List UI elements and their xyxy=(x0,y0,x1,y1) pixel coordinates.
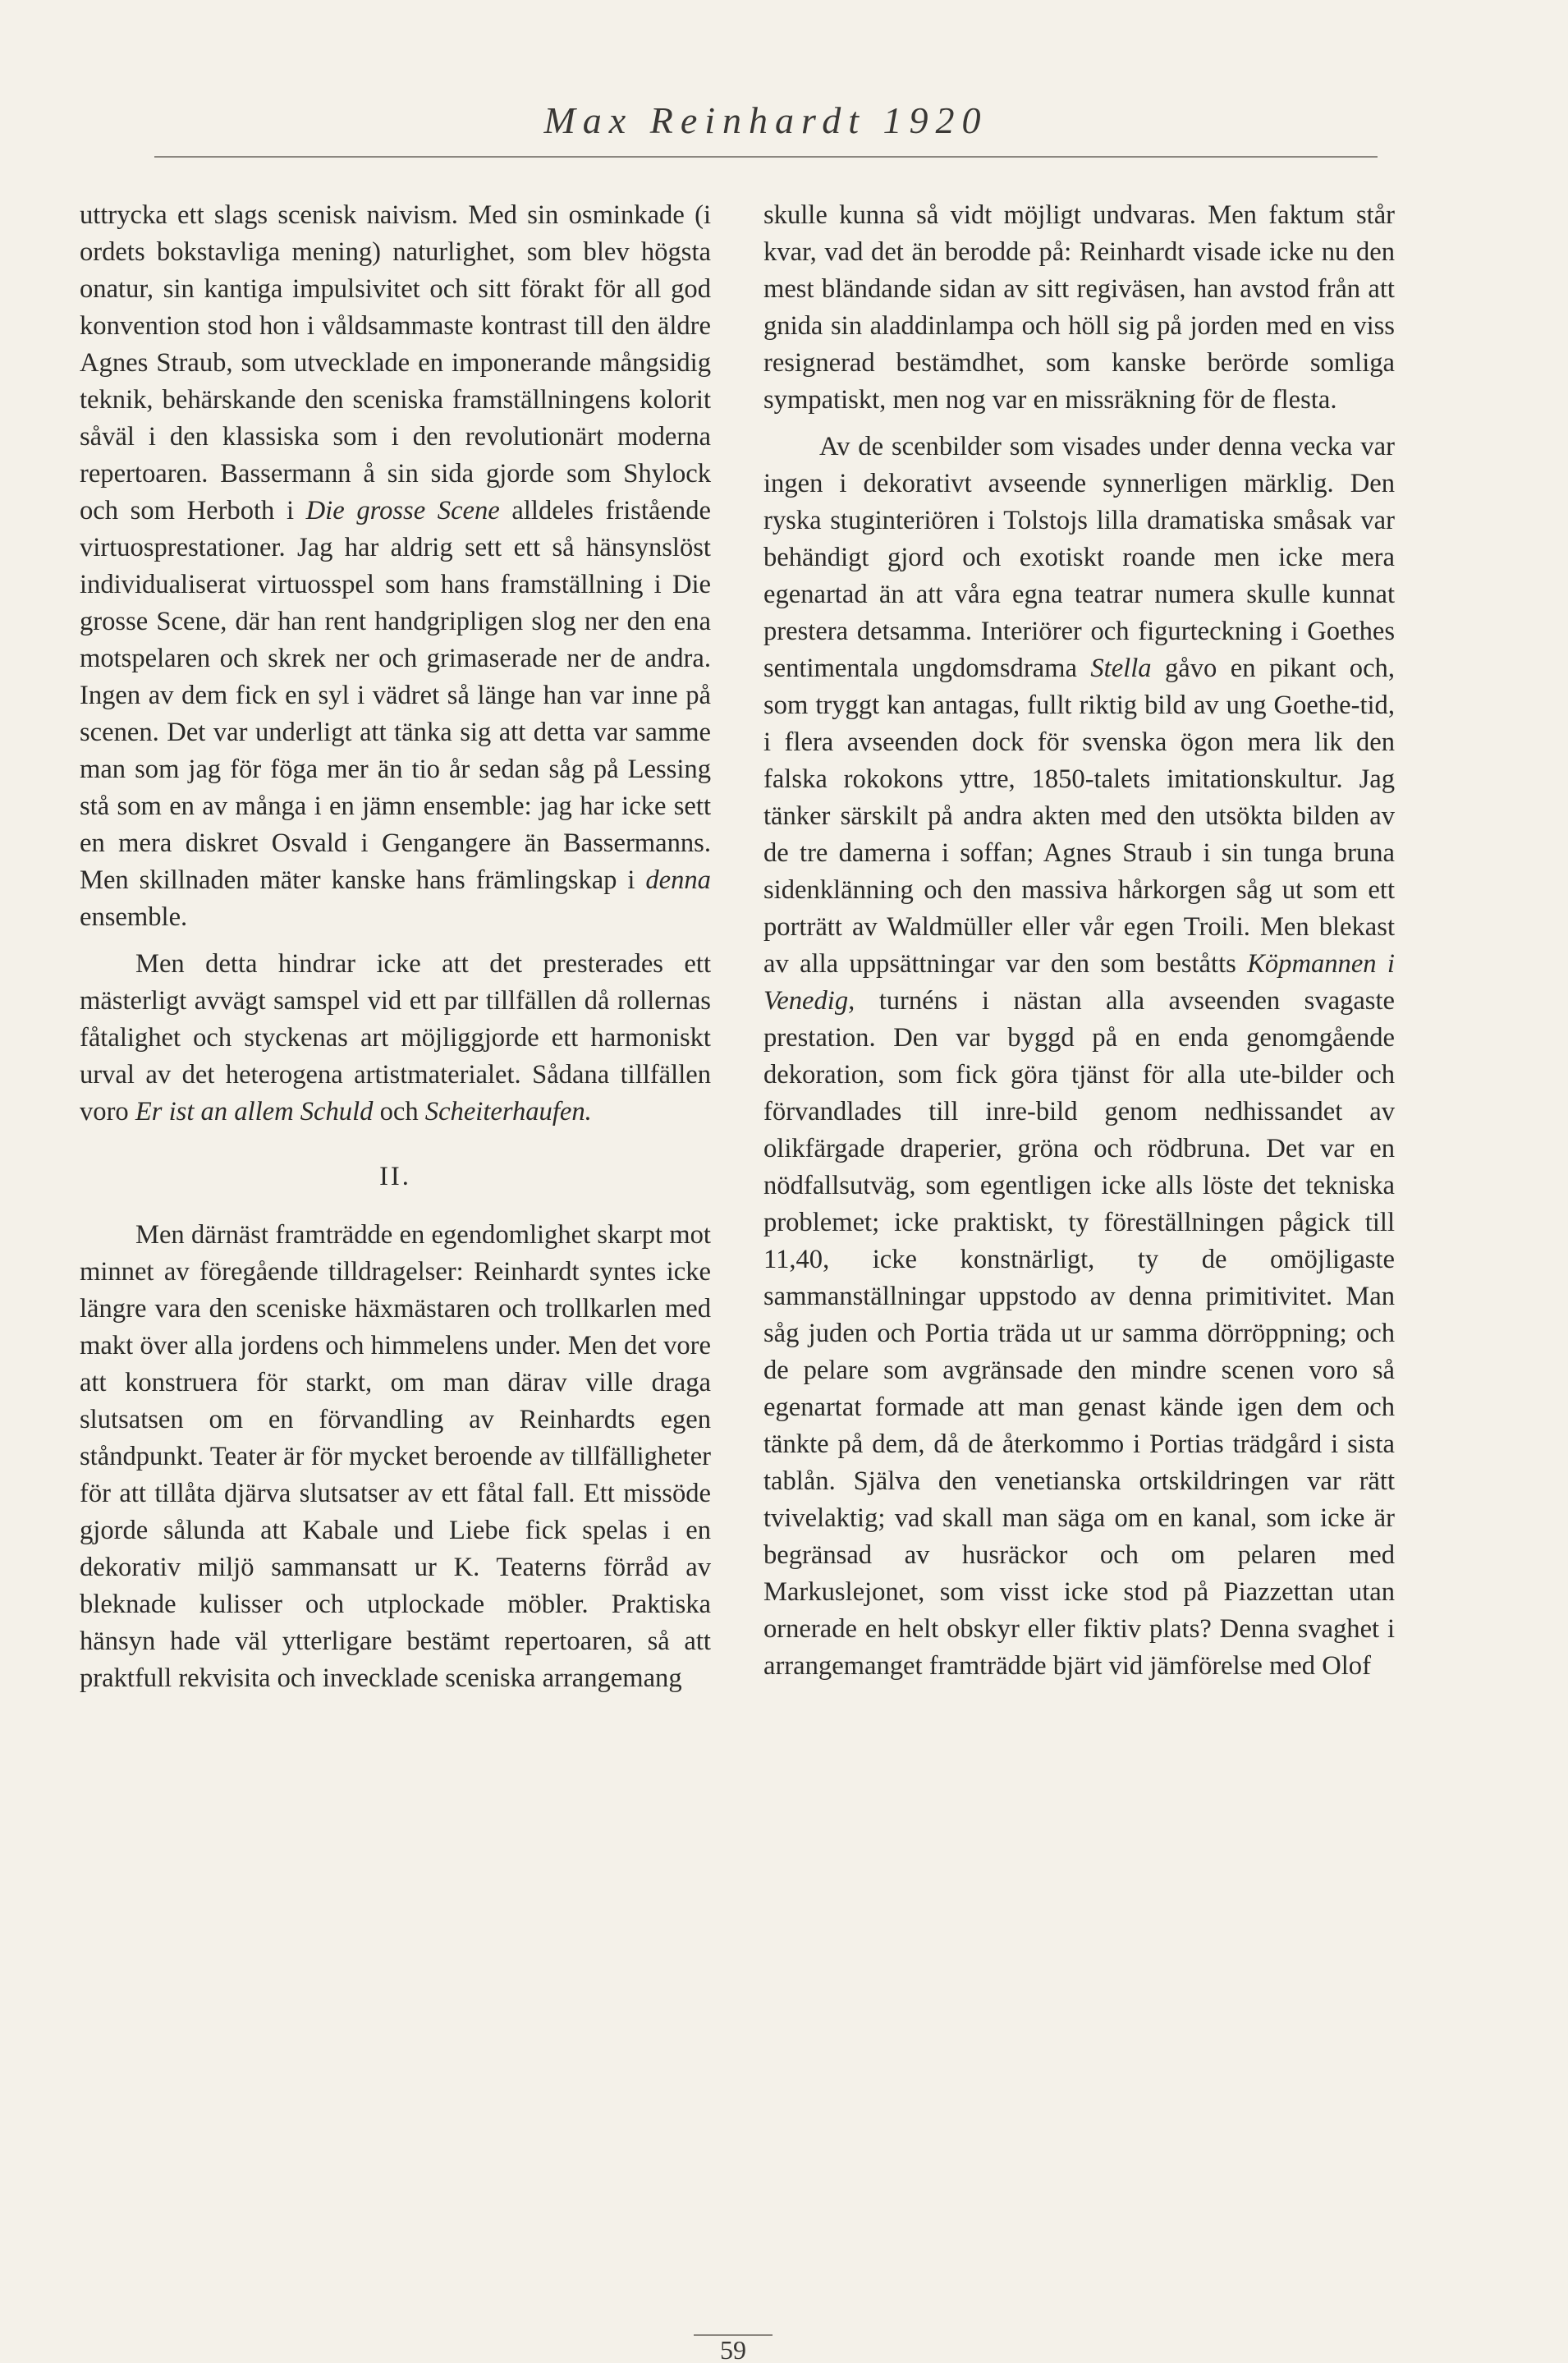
play-title-kopmannen-i-venedig: Köpmannen i Venedig, xyxy=(763,949,1395,1016)
left-paragraph-2 xyxy=(80,946,711,1131)
right-p2-continued: gåvo en pikant och, som tryggt kan antagas, fullt riktig bild av ung Goethe-tid, i flera avseenden dock för svenska ögon mera lik den falska rokokons yttre, 1850-talets imitationskultur. Jag tänker särskilt på andra akten med den utsökta bilden av de tre damerna i soffan; Agnes Straub i sin tunga bruna sidenklänning och den massiva hårkorgen såg ut som ett porträtt av Waldmüller eller vår egen Troili. Men blekast av alla uppsättningar var den som beståtts xyxy=(763,654,1395,979)
section-number: II. xyxy=(379,1162,411,1191)
right-paragraph-1: skulle kunna så vidt möjligt undvaras. Men faktum står kvar, vad det än berodde på: Reinhardt visade icke nu den mest bländande sidan av sitt regiväsen, han avstod från att gnida sin aladdinlampa och höll sig på jorden med en viss resignerad bestämdhet, som kanske berörde somliga sympatiskt, men nog var en missräkning för de flesta. xyxy=(763,200,1395,415)
right-column xyxy=(763,197,1395,1685)
left-p1-end: ensemble. xyxy=(80,902,188,932)
play-title-stella: Stella xyxy=(1090,654,1152,683)
left-p1-continued: alldeles fristående virtuosprestationer. Jag har aldrig sett ett så hänsynslöst individualiserat virtuosspel som hans framställning i Die grosse Scene, där han rent handgripligen slog ner den ena motspelaren och skrek ner och grimaserade ner de andra. Ingen av dem fick en syl i vädret så länge han var inne på scenen. Det var underligt att tänka sig att detta var samme man som jag för föga mer än tio år sedan såg på Lessing stå som en av många i en jämn ensemble: jag har icke sett en mera diskret Osvald i Gengangere än Bassermanns. Men skillnaden mäter kanske hans främlingskap i xyxy=(80,496,711,895)
left-p1-text: uttrycka ett slags scenisk naivism. Med sin osminkade (i ordets bokstavliga mening) naturlighet, som blev högsta onatur, sin kantiga impulsivitet och sitt förakt för all god konvention stod hon i våldsammaste kontrast till den äldre Agnes Straub, som utvecklade en imponerande mångsidig teknik, behärskande den sceniska framställningens kolorit såväl i den klassiska som i den revolutionärt moderna repertoaren. Bassermann å sin sida gjorde som Shylock och som Herboth i xyxy=(80,200,711,525)
right-p2-text: Av de scenbilder som visades under denna vecka var ingen i dekorativt avseende synnerligen märklig. Den ryska stuginteriören i Tolstojs lilla dramatiska småsak var behändigt gjord och exotiskt roande men icke mera egenartad än att våra egna teatrar numera skulle kunnat prestera detsamma. Interiörer och figurteckning i Goethes sentimentala ungdomsdrama xyxy=(763,432,1395,683)
left-paragraph-1 xyxy=(80,197,711,936)
play-title-die-grosse-scene: Die grosse Scene xyxy=(305,496,500,525)
page-number: 59 xyxy=(720,2335,746,2363)
right-paragraph-2 xyxy=(763,429,1395,1685)
header-rule xyxy=(154,156,1378,158)
left-p2-text: Men detta hindrar icke att det presterades ett mästerligt avvägt samspel vid ett par tillfällen då rollernas fåtalighet och styckenas art möjliggjorde ett harmoniskt urval av det heterogena artistmaterialet. Sådana tillfällen voro xyxy=(80,949,711,1126)
left-p2-and: och xyxy=(379,1097,419,1126)
right-p2-end: turnéns i nästan alla avseenden svagaste prestation. Den var byggd på en enda genomgående dekoration, som fick göra tjänst för alla ute-bilder och förvandlades till inre-bild genom nedhissandet av olikfärgade draperier, gröna och rödbruna. Det var en nödfallsutväg, som egentligen icke alls löste det tekniska problemet; icke praktiskt, ty föreställningen pågick till 11,40, icke konstnärligt, ty de omöjligaste sammanställningar uppstodo av denna primitivitet. Man såg juden och Portia träda ut ur samma dörröppning; och de pelare som avgränsade den mindre scenen voro så egenartat formade att man genast kände igen dem och tänkte på dem, då de återkommo i Portias trädgård i sista tablån. Själva den venetianska ortskildringen var rätt tvivelaktig; vad skall man säga om en kanal, som icke är begränsad av husräckor och om pelaren med Markuslejonet, som visst icke stod på Piazzettan utan ornerade en helt obskyr eller fiktiv plats? Denna svaghet i arrangemanget framträdde bjärt vid jämförelse med Olof xyxy=(763,986,1395,1681)
left-paragraph-3: Men därnäst framträdde en egendomlighet skarpt mot minnet av föregående tilldragelser: Reinhardt syntes icke längre vara den sceniske häxmästaren och trollkarlen med makt över alla jordens och himmelens under. Men det vore att konstruera för starkt, om man därav ville draga slutsatsen om en förvandling av Reinhardts egen ståndpunkt. Teater är för mycket beroende av tillfälligheter för att tillåta djärva slutsatser av ett fåtal fall. Ett missöde gjorde sålunda att Kabale und Liebe fick spelas i en dekorativ miljö sammansatt ur K. Teaterns förråd av bleknade kulisser och utplockade möbler. Praktiska hänsyn hade väl ytterligare bestämt repertoaren, så att praktfull rekvisita och invecklade sceniska arrangemang xyxy=(80,1220,711,1693)
emphasis-denna: denna xyxy=(645,865,711,895)
left-column xyxy=(80,197,711,1697)
play-title-er-ist-an-allem-schuld: Er ist an allem Schuld xyxy=(135,1097,374,1126)
running-title: Max Reinhardt 1920 xyxy=(543,99,988,141)
play-title-scheiterhaufen: Scheiterhaufen. xyxy=(424,1097,592,1126)
